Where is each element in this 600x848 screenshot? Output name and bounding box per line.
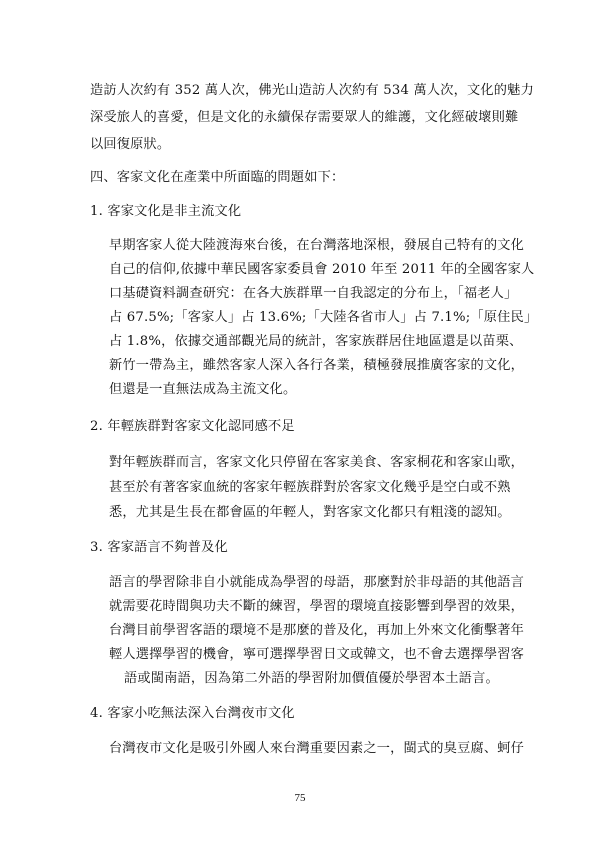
item1-title: 1. 客家文化是非主流文化	[90, 204, 242, 219]
item3-line-3: 台灣目前學習客語的環境不是那麼的普及化，再加上外來文化衝擊著年	[109, 623, 525, 638]
item2-line-3: 悉，尤其是生長在都會區的年輕人，對客家文化都只有粗淺的認知。	[109, 505, 511, 520]
item1-line-3: 口基礎資料調查研究：在各大族群單一自我認定的分布上，「福老人」	[109, 286, 518, 301]
item1-line-5: 占 1.8%，依據交通部觀光局的統計，客家族群居住地區還是以苗栗、	[109, 334, 523, 349]
intro-line-1: 造訪人次約有 352 萬人次，佛光山造訪人次約有 534 萬人次，文化的魅力	[90, 83, 534, 98]
item2-title: 2. 年輕族群對客家文化認同感不足	[90, 419, 295, 434]
item4-line-1: 台灣夜市文化是吸引外國人來台灣重要因素之一，閩式的臭豆腐、蚵仔	[109, 741, 525, 756]
intro-line-3: 以回復原狀。	[90, 137, 171, 152]
section-heading: 四、客家文化在產業中所面臨的問題如下：	[90, 170, 345, 185]
item1-line-6: 新竹一帶為主，雖然客家人深入各行各業，積極發展推廣客家的文化，	[109, 358, 525, 373]
item3-line-4: 輕人選擇學習的機會，寧可選擇學習日文或韓文，也不會去選擇學習客	[109, 647, 525, 662]
item1-line-2: 自己的信仰,依據中華民國客家委員會 2010 年至 2011 年的全國客家人	[109, 262, 535, 277]
item1-line-4: 占 67.5%;「客家人」占 13.6%;「大陸各省市人」占 7.1%;「原住民」	[109, 310, 538, 325]
item2-line-1: 對年輕族群而言，客家文化只停留在客家美食、客家桐花和客家山歌，	[109, 455, 525, 470]
item3-line-5: 語或閩南語，因為第二外語的學習附加價值優於學習本土語言。	[124, 671, 499, 686]
intro-line-2: 深受旅人的喜愛，但是文化的永續保存需要眾人的維護，文化經破壞則難	[90, 110, 519, 125]
item3-title: 3. 客家語言不夠普及化	[90, 540, 228, 555]
item3-line-1: 語言的學習除非自小就能成為學習的母語，那麼對於非母語的其他語言	[109, 575, 525, 590]
item1-line-1: 早期客家人從大陸渡海來台後，在台灣落地深根，發展自己特有的文化	[109, 238, 525, 253]
item2-line-2: 甚至於有著客家血統的客家年輕族群對於客家文化幾乎是空白或不熟	[109, 480, 511, 495]
item1-line-7: 但還是一直無法成為主流文化。	[109, 382, 297, 397]
item3-line-2: 就需要花時間與功夫不斷的練習，學習的環境直接影響到學習的效果，	[109, 599, 525, 614]
item4-title: 4. 客家小吃無法深入台灣夜市文化	[90, 706, 295, 721]
page-number: 75	[294, 792, 306, 804]
